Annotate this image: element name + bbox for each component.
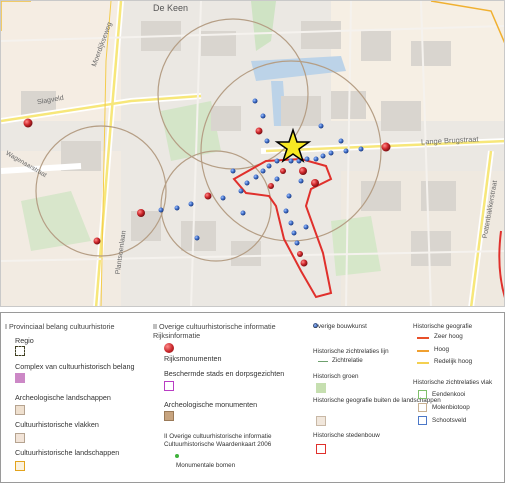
line-swatch-icon [417, 362, 429, 364]
filled-square-icon [15, 433, 25, 443]
legend-label: Beschermde stads en dorpsgezichten [164, 369, 285, 378]
filled-square-icon [316, 383, 326, 393]
legend-heading: I Provinciaal belang cultuurhistorie [5, 322, 115, 331]
filled-square-icon [15, 405, 25, 415]
legend-label: Complex van cultuurhistorisch belang [15, 362, 135, 371]
legend-heading: Rijksinformatie [153, 331, 201, 340]
outlined-square-icon [15, 461, 25, 471]
legend-label: Overige bouwkunst [313, 323, 367, 330]
legend-label: Monumentale bomen [176, 462, 236, 469]
place-label: De Keen [153, 3, 189, 13]
filled-square-icon [316, 416, 326, 426]
legend-label: Cultuurhistorische landschappen [15, 448, 120, 457]
legend-label: Rijksmonumenten [164, 354, 222, 363]
outlined-square-icon [418, 403, 427, 412]
legend-label: Archeologische monumenten [164, 400, 258, 409]
legend-label: Cultuurhistorische vlakken [15, 420, 99, 429]
outlined-square-icon [418, 416, 427, 425]
line-swatch-icon [417, 337, 429, 339]
legend-label: Historische geografie buiten de landschappen [313, 397, 441, 404]
legend-label: Hoog [434, 346, 450, 353]
line-swatch-icon [417, 350, 429, 352]
street-label: Plantsoenlaan [114, 230, 128, 275]
map-canvas [1, 1, 505, 307]
red-ball-icon [164, 343, 174, 353]
street-label: Pottenbakkerstraat [481, 179, 499, 240]
legend-label: Schootsveld [432, 417, 467, 424]
legend-label: Archeologische landschappen [15, 393, 111, 402]
street-label: Moerdijkseweg [91, 21, 114, 68]
legend-heading: Historische zichtrelaties vlak [413, 379, 493, 386]
filled-square-icon [15, 373, 25, 383]
street-label: Slagveld [36, 94, 65, 107]
legend-label: Historisch groen [313, 373, 359, 380]
legend-heading: II Overige cultuurhistorische informatie [164, 433, 272, 440]
outlined-square-icon [418, 390, 427, 399]
legend-label: Redelijk hoog [434, 358, 473, 365]
street-label: Lange Brugstraat [420, 134, 479, 147]
arrow-line-icon [318, 361, 328, 362]
legend-label: Zeer hoog [434, 333, 463, 340]
legend-heading: Historische geografie [413, 323, 473, 330]
outlined-square-icon [164, 381, 174, 391]
green-dot-icon [175, 454, 179, 458]
map-legend [0, 312, 505, 483]
legend-label: Regio [15, 336, 34, 345]
legend-heading: Cultuurhistorische Waardenkaart 2006 [164, 441, 272, 448]
street-label: Wagenaarstraat [4, 149, 48, 180]
legend-label: Eendenkooi [432, 391, 466, 398]
outlined-square-icon [316, 444, 326, 454]
legend-label: Zichtrelatie [332, 357, 363, 364]
dashed-square-icon [15, 346, 25, 356]
legend-label: Molenbiotoop [432, 404, 470, 411]
legend-label: Historische zichtrelaties lijn [313, 348, 389, 355]
filled-square-icon [164, 411, 174, 421]
legend-label: Historische stedenbouw [313, 432, 380, 439]
legend-heading: II Overige cultuurhistorische informatie [153, 322, 276, 331]
